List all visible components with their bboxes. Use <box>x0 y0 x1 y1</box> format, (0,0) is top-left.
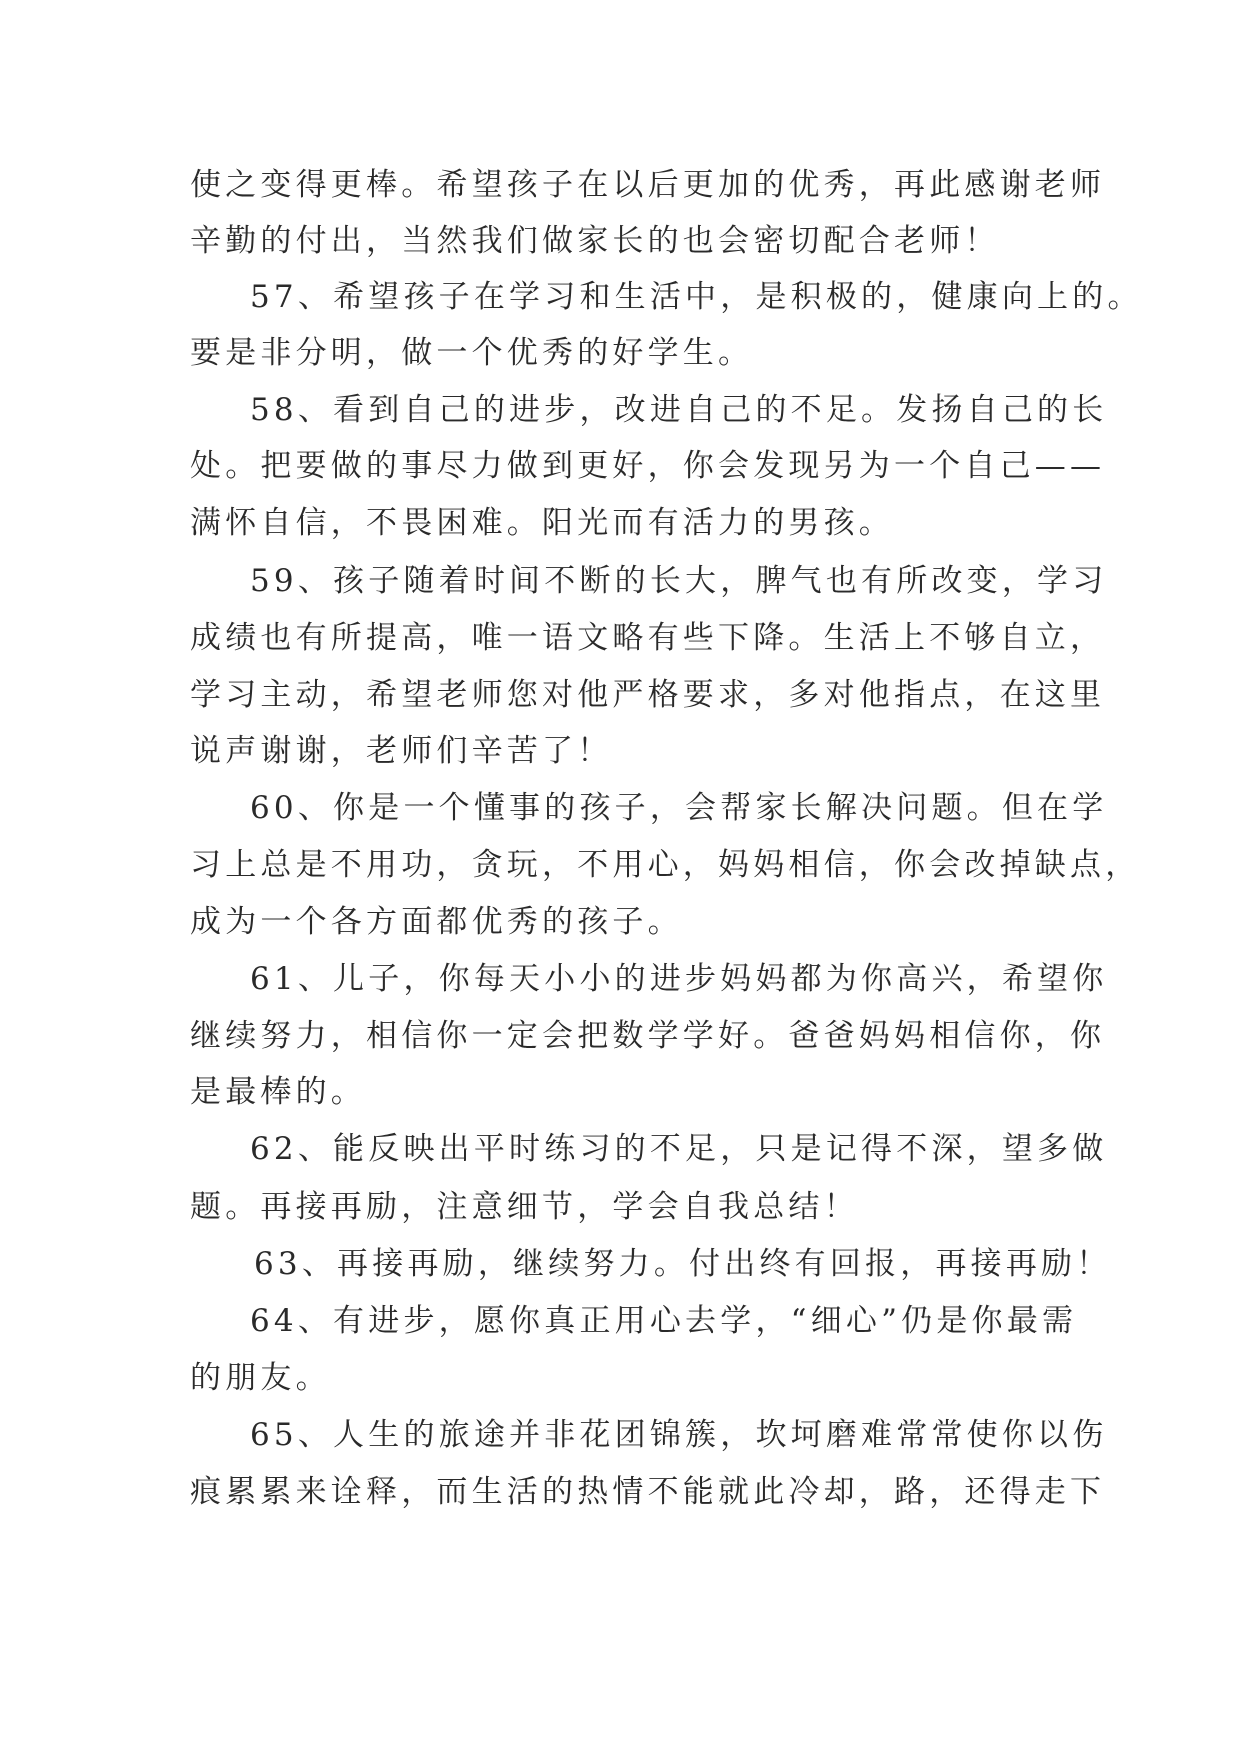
text-line: 成绩也有所提高，唯一语文略有些下降。生活上不够自立， <box>190 620 1106 656</box>
text-line: 使之变得更棒。希望孩子在以后更加的优秀，再此感谢老师 <box>190 167 1106 203</box>
text-line: 辛勤的付出，当然我们做家长的也会密切配合老师！ <box>190 223 1000 259</box>
text-line: 说声谢谢，老师们辛苦了！ <box>190 733 613 769</box>
text-line: 是最棒的。 <box>190 1074 366 1110</box>
text-line: 题。再接再励，注意细节，学会自我总结！ <box>190 1189 859 1225</box>
text-line: 痕累累来诠释，而生活的热情不能就此冷却，路，还得走下 <box>190 1474 1106 1510</box>
text-line: 满怀自信，不畏困难。阳光而有活力的男孩。 <box>190 505 894 541</box>
text-line: 57、希望孩子在学习和生活中，是积极的，健康向上的。 <box>250 279 1143 315</box>
text-line: 64、有进步，愿你真正用心去学，“细心”仍是你最需 <box>250 1303 1078 1339</box>
text-line: 处。把要做的事尽力做到更好，你会发现另为一个自己—— <box>190 448 1106 484</box>
text-line: 63、再接再励，继续努力。付出终有回报，再接再励！ <box>254 1246 1112 1282</box>
text-line: 65、人生的旅途并非花团锦簇，坎坷磨难常常使你以伤 <box>250 1417 1108 1453</box>
text-line: 的朋友。 <box>190 1360 331 1396</box>
text-line: 60、你是一个懂事的孩子，会帮家长解决问题。但在学 <box>250 790 1108 826</box>
text-line: 继续努力，相信你一定会把数学学好。爸爸妈妈相信你，你 <box>190 1018 1106 1054</box>
text-line: 习上总是不用功，贪玩，不用心，妈妈相信，你会改掉缺点， <box>190 847 1141 883</box>
text-line: 58、看到自己的进步，改进自己的不足。发扬自己的长 <box>250 392 1108 428</box>
text-line: 62、能反映出平时练习的不足，只是记得不深，望多做 <box>250 1131 1108 1167</box>
text-line: 59、孩子随着时间不断的长大，脾气也有所改变，学习 <box>250 563 1108 599</box>
text-line: 要是非分明，做一个优秀的好学生。 <box>190 335 754 371</box>
text-line: 学习主动，希望老师您对他严格要求，多对他指点，在这里 <box>190 677 1106 713</box>
text-line: 61、儿子，你每天小小的进步妈妈都为你高兴，希望你 <box>250 961 1108 997</box>
text-line: 成为一个各方面都优秀的孩子。 <box>190 904 683 940</box>
